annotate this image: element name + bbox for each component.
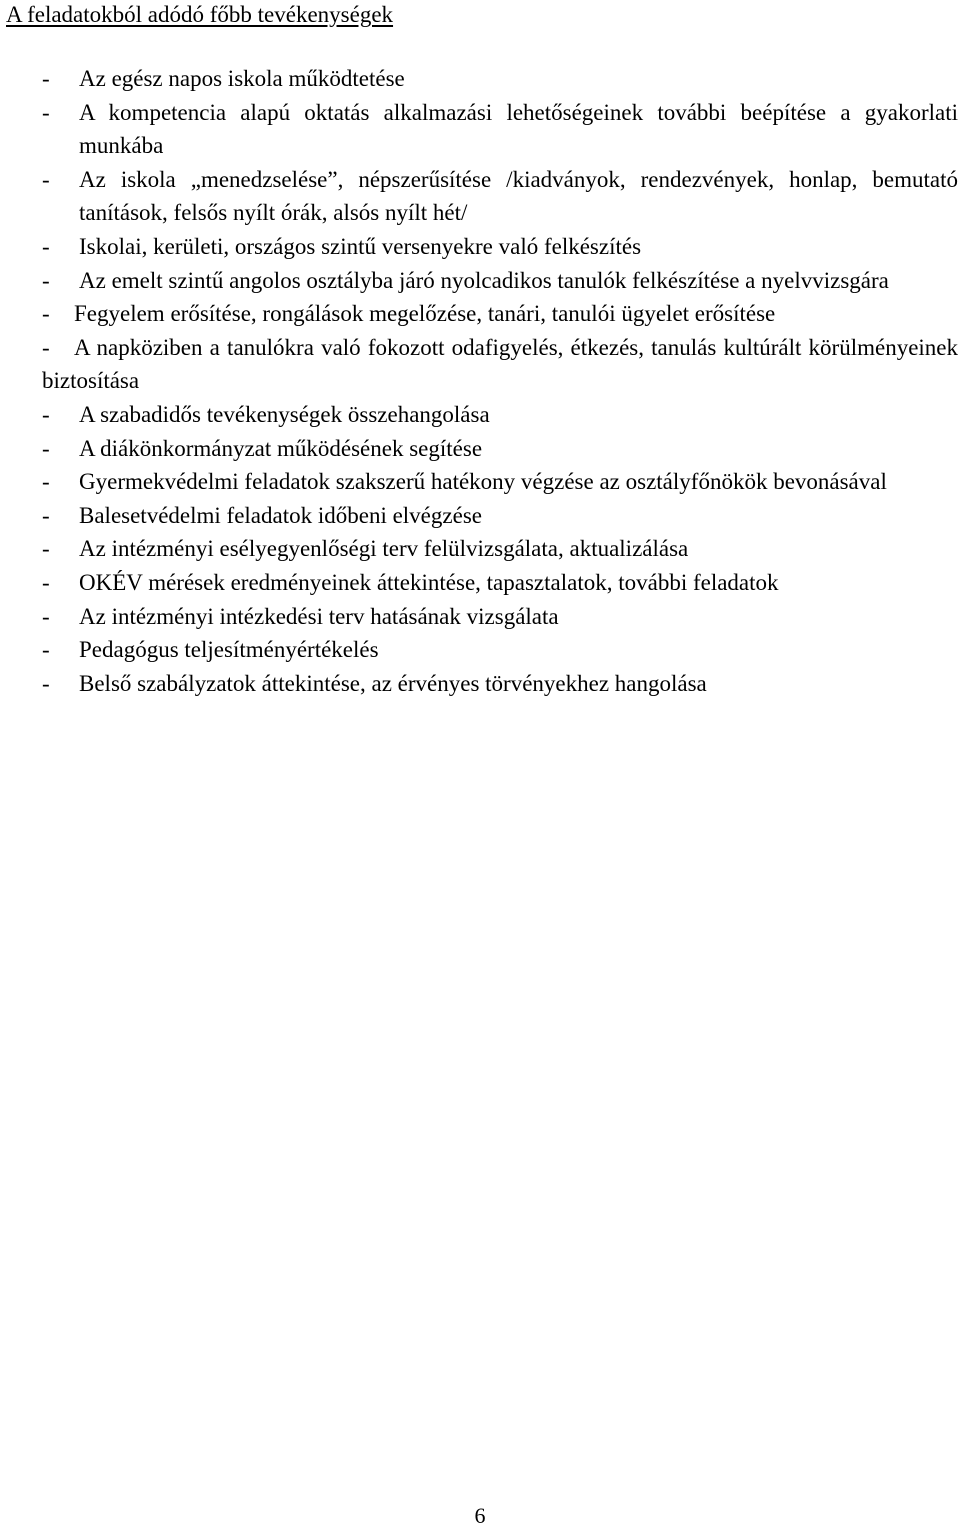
list-bullet: - [42,334,50,360]
page-number: 6 [474,1503,486,1528]
list-item [42,230,958,264]
list-bullet: - [42,66,50,91]
list-item [42,633,958,667]
list-bullet: - [42,569,50,595]
list-bullet: - [42,603,50,629]
list-item-text: A napköziben a tanulókra való fokozott odafigyelés, étkezés, tanulás kultúrált körülményeinek biztosítása [42,334,958,394]
list-item-text: Az emelt szintű angolos osztályba járó nyolcadikos tanulók felkészítése a nyelvvizsgára [79,267,889,293]
list-item-text: Az intézményi esélyegyenlőségi terv felülvizsgálata, aktualizálása [79,536,689,562]
list-item-text: A diákönkormányzat működésének segítése [79,435,483,461]
list-item-text: Az egész napos iskola működtetése [79,66,405,91]
list-item [42,667,958,701]
list-item [42,62,958,96]
list-item-text: Az intézményi intézkedési terv hatásának vizsgálata [79,603,559,629]
list-item-text: OKÉV mérések eredményeinek áttekintése, tapasztalatok, további feladatok [79,569,779,595]
list-item [42,499,958,533]
list-bullet: - [42,99,50,125]
list-bullet: - [42,536,50,562]
list-item [42,465,958,499]
list-item-text: Pedagógus teljesítményértékelés [79,637,379,663]
list-bullet: - [42,301,50,327]
list-item [42,566,958,600]
list-bullet: - [42,637,50,663]
list-item-text: Az iskola „menedzselése”, népszerűsítése /kiadványok, rendezvények, honlap, bemutató tanítások, felsős nyílt órák, alsós nyílt hét/ [79,166,958,226]
list-item [42,297,958,331]
list-item [42,398,958,432]
list-bullet: - [42,670,50,696]
list-item-text: A szabadidős tevékenységek összehangolása [79,401,490,427]
list-bullet: - [42,401,50,427]
list-item-text: Balesetvédelmi feladatok időbeni elvégzése [79,502,482,528]
section-heading: A feladatokból adódó főbb tevékenységek [6,2,394,27]
list-item [42,532,958,566]
list-item-text: Gyermekvédelmi feladatok szakszerű hatékony végzése az osztályfőnökök bevonásával [79,469,887,495]
list-bullet: - [42,166,50,192]
list-item-text: Belső szabályzatok áttekintése, az érvényes törvényekhez hangolása [79,670,707,696]
list-item [42,331,958,398]
list-bullet: - [42,435,50,461]
list-item [42,432,958,466]
list-item-text: Iskolai, kerületi, országos szintű versenyekre való felkészítés [79,233,642,259]
list-item-text: A kompetencia alapú oktatás alkalmazási lehetőségeinek további beépítése a gyakorlati munkába [79,99,958,159]
list-item [42,264,958,298]
list-item [42,600,958,634]
list-bullet: - [42,469,50,495]
activity-list [42,62,958,700]
list-item [42,163,958,230]
list-bullet: - [42,267,50,293]
list-bullet: - [42,233,50,259]
list-item [42,96,958,163]
list-bullet: - [42,502,50,528]
list-item-text: Fegyelem erősítése, rongálások megelőzése, tanári, tanulói ügyelet erősítése [74,301,776,327]
